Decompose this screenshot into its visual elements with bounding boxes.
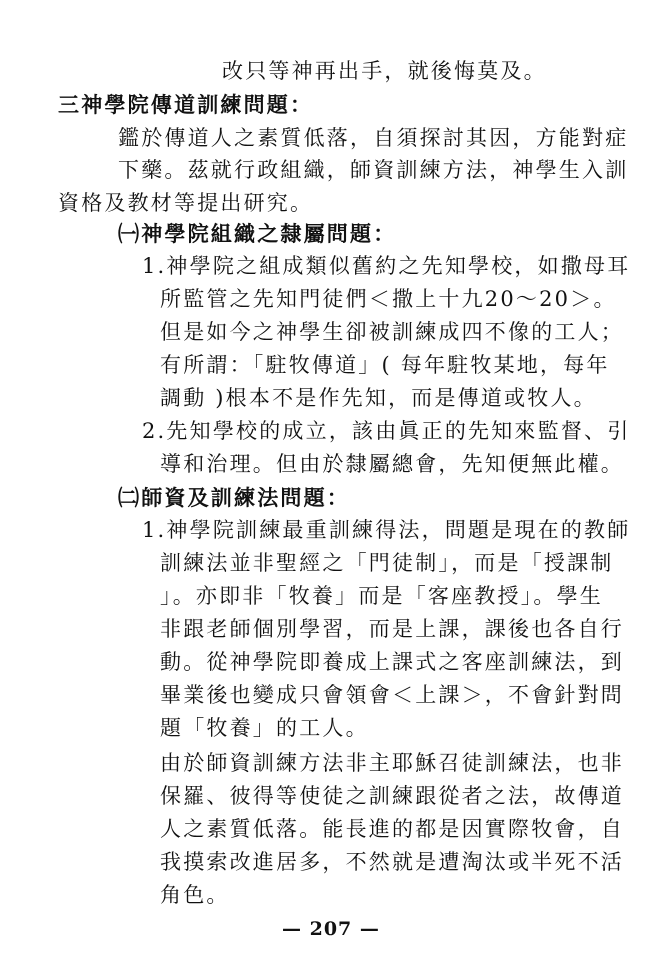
item-1-line-1: 1.神學院之組成類似舊約之先知學校，如撒母耳 (142, 254, 631, 278)
item-b1-line-5: 動。從神學院即養成上課式之客座訓練法，到 (160, 650, 624, 674)
item-1-line-5: 調動 )根本不是作先知，而是傳道或牧人。 (160, 386, 597, 410)
section-heading-3: 三神學院傳道訓練問題： (58, 92, 314, 117)
item-1-line-3: 但是如今之神學生卻被訓練成四不像的工人； (160, 320, 624, 344)
body-line-3: 鑑於傳道人之素質低落，自須探討其因，方能對症 (118, 126, 629, 150)
body-line-5: 資格及教材等提出研究。 (58, 191, 314, 215)
item-b1-line-3: 」。亦即非「牧養」而是「客座教授」。學生 (160, 584, 603, 608)
item-b1-line-12: 角色。 (160, 883, 230, 907)
item-1-line-4: 有所謂：「駐牧傳道」( 每年駐牧某地，每年 (160, 353, 610, 377)
item-b1-line-4: 非跟老師個別學習，而是上課，課後也各自行 (160, 617, 624, 641)
item-b1-line-6: 畢業後也變成只會領會＜上課＞，不會針對問 (160, 683, 624, 707)
subheading-1: ㈠神學院組織之隸屬問題： (118, 221, 397, 246)
subheading-2: ㈡師資及訓練法問題： (118, 485, 350, 510)
item-1-line-2: 所監管之先知門徒們＜撒上十九20～20＞。 (160, 287, 617, 311)
item-2-line-2: 導和治理。但由於隸屬總會，先知便無此權。 (160, 452, 624, 476)
item-b1-line-11: 我摸索改進居多，不然就是遭淘汰或半死不活 (160, 850, 624, 874)
item-b1-line-7: 題「牧養」的工人。 (160, 716, 369, 740)
item-b1-line-2: 訓練法並非聖經之「門徒制」，而是「授課制 (160, 551, 614, 575)
item-b1-line-8: 由於師資訓練方法非主耶穌召徒訓練法，也非 (160, 751, 624, 775)
body-line-1: 改只等神再出手，就後悔莫及。 (222, 59, 547, 83)
item-b1-line-9: 保羅、彼得等使徒之訓練跟從者之法，故傳道 (160, 784, 624, 808)
item-b1-line-10: 人之素質低落。能長進的都是因實際牧會，自 (160, 817, 624, 841)
item-b1-line-1: 1.神學院訓練最重訓練得法，問題是現在的教師 (142, 518, 631, 542)
page-number: — 207 — (282, 918, 380, 940)
body-line-4: 下藥。茲就行政組織，師資訓練方法，神學生入訓 (118, 158, 629, 182)
item-2-line-1: 2.先知學校的成立，該由眞正的先知來監督、引 (142, 419, 631, 443)
